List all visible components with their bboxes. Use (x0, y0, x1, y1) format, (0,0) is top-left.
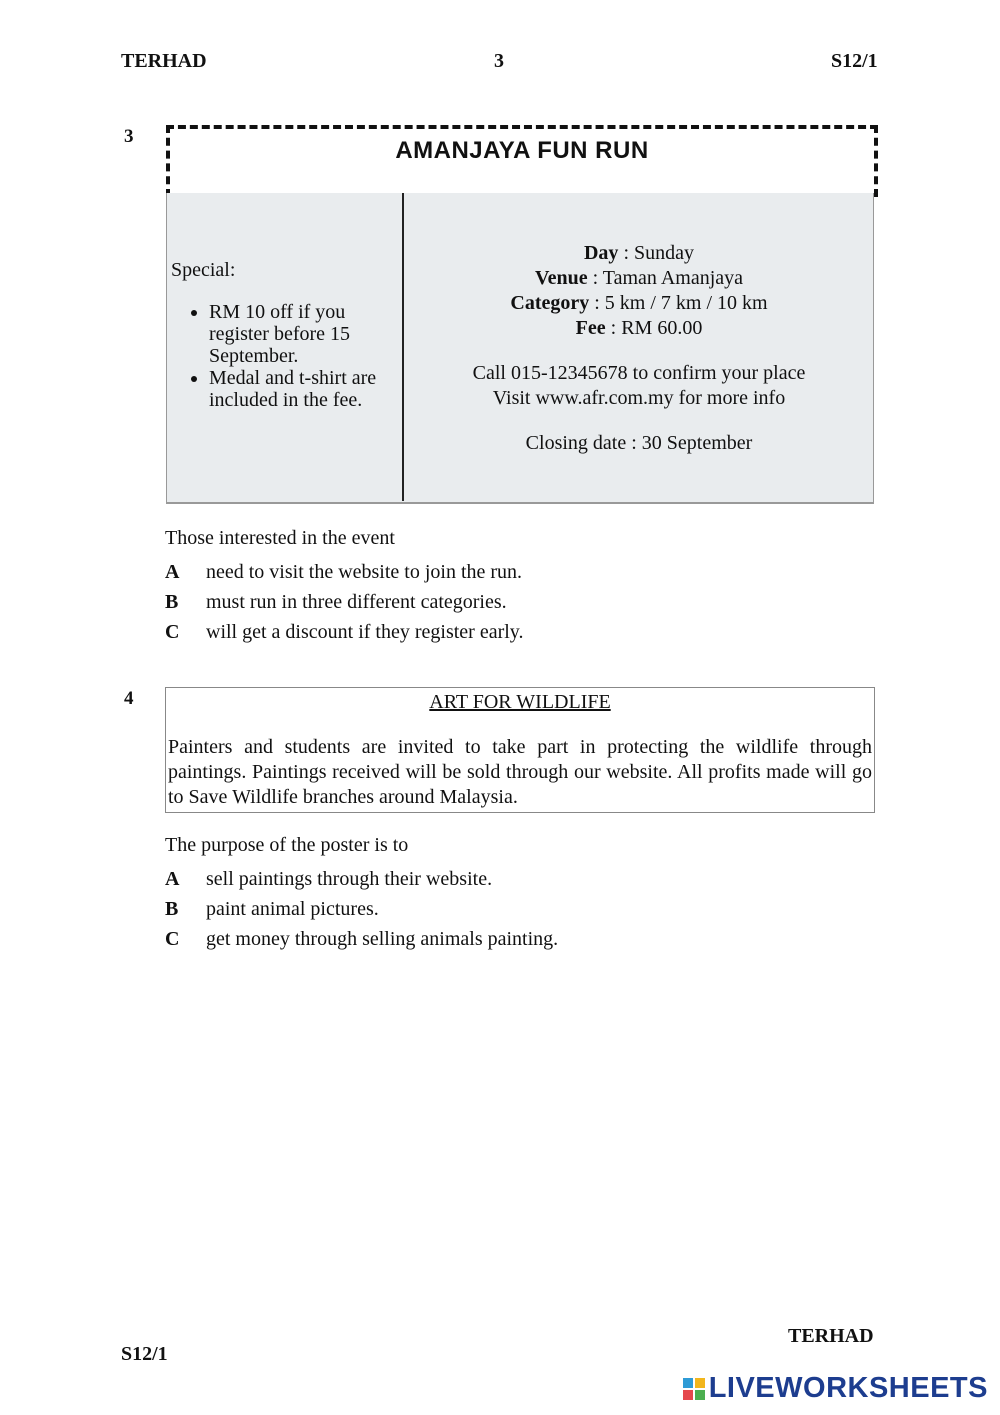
logo-icon (683, 1378, 705, 1400)
fun-run-title-box (166, 125, 878, 197)
detail-venue: Venue : Taman Amanjaya (534, 267, 744, 289)
call-info: Call 015-12345678 to confirm your place (472, 362, 806, 384)
question-3-number: 3 (124, 126, 134, 147)
option-text: need to visit the website to join the run. (206, 561, 523, 583)
liveworksheets-logo (683, 1372, 988, 1405)
option-letter: B (165, 591, 179, 613)
option-text: get money through selling animals painting. (206, 928, 559, 950)
fun-run-poster (166, 193, 874, 504)
closing-date: Closing date : 30 September (525, 432, 753, 454)
header-right: S12/1 (831, 50, 878, 72)
art-wildlife-poster (165, 687, 875, 813)
q3-option-a[interactable] (165, 561, 522, 584)
art-poster-text: Painters and students are invited to take part in protecting the wildlife through paintings. Paintings received will be sold through our website. All profits made will go to Save Wildlife branches around Malaysia. (168, 736, 872, 808)
question-4-number: 4 (124, 688, 134, 709)
special-label: Special: (171, 259, 236, 281)
q4-option-b[interactable] (165, 898, 379, 921)
header-left: TERHAD (121, 50, 207, 72)
poster-divider (402, 193, 404, 501)
special-list (171, 301, 399, 411)
logo-text: LIVEWORKSHEETS (708, 1372, 988, 1404)
website-info: Visit www.afr.com.my for more info (492, 387, 786, 409)
detail-fee: Fee : RM 60.00 (575, 317, 703, 339)
q4-option-a[interactable] (165, 868, 492, 891)
special-item: • Medal and t-shirt are included in the fee. (209, 367, 399, 411)
option-text: sell paintings through their website. (206, 868, 493, 890)
option-letter: C (165, 928, 180, 950)
option-text: paint animal pictures. (206, 898, 379, 920)
footer-left: S12/1 (121, 1343, 168, 1365)
option-letter: C (165, 621, 180, 643)
q4-option-c[interactable] (165, 928, 558, 951)
detail-day: Day : Sunday (583, 242, 694, 264)
event-details (405, 241, 873, 456)
question-3-stem: Those interested in the event (165, 527, 395, 549)
option-letter: A (165, 561, 180, 583)
q3-option-c[interactable] (165, 621, 524, 644)
q3-option-b[interactable] (165, 591, 507, 614)
special-section (171, 259, 399, 411)
art-poster-title: ART FOR WILDLIFE (429, 691, 611, 713)
detail-category: Category : 5 km / 7 km / 10 km (510, 292, 768, 314)
option-text: must run in three different categories. (206, 591, 507, 613)
question-4-stem: The purpose of the poster is to (165, 834, 409, 856)
footer-right: TERHAD (788, 1325, 874, 1347)
page-number: 3 (494, 50, 504, 72)
option-letter: B (165, 898, 179, 920)
option-text: will get a discount if they register early. (206, 621, 524, 643)
option-letter: A (165, 868, 180, 890)
fun-run-title: AMANJAYA FUN RUN (395, 137, 649, 164)
special-item: • RM 10 off if you register before 15 September. (209, 301, 399, 367)
